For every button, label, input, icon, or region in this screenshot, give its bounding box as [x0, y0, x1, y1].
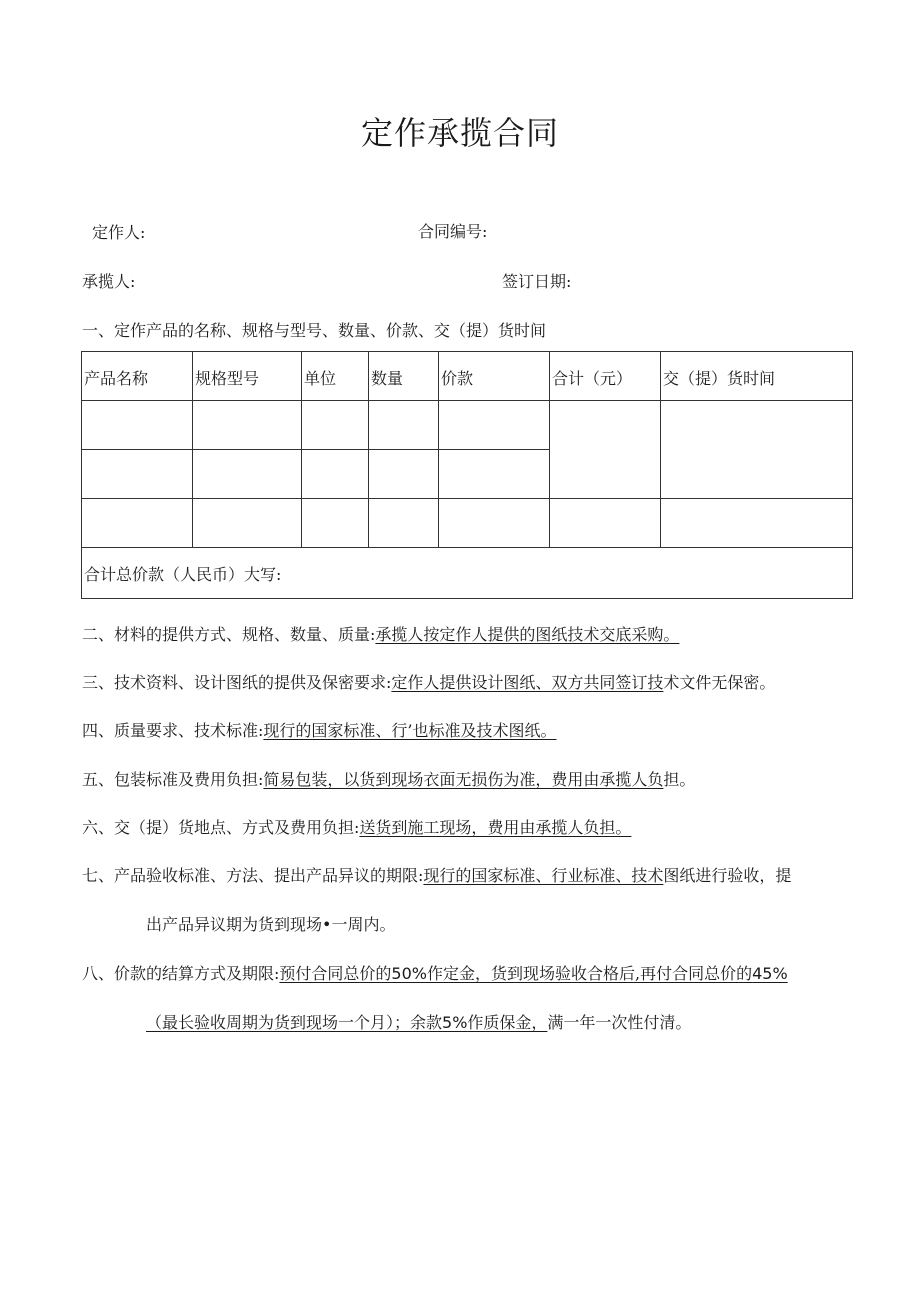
clause-8-line2-value: [146, 1013, 547, 1032]
table-cell[interactable]: [369, 450, 439, 499]
clause-4: [82, 718, 557, 741]
page-title: 定作承揽合同: [360, 114, 559, 152]
clause-8-label: 八、价款的结算方式及期限:: [82, 964, 280, 983]
clause-5-label: 五、包装标准及费用负担:: [82, 770, 264, 789]
clause-8-text-d: 作质保金，: [467, 1013, 548, 1032]
table-cell[interactable]: [661, 401, 853, 499]
clause-5-value-rest: 担。: [663, 770, 696, 789]
table-cell[interactable]: [193, 401, 302, 450]
orderer-label: 定作人:: [92, 223, 146, 242]
table-cell[interactable]: [302, 450, 369, 499]
clause-8-text-a: 预付合同总价的: [279, 964, 392, 983]
contractor-label: 承揽人:: [82, 272, 136, 291]
clause-6-label: 六、交（提）货地点、方式及费用负担:: [82, 818, 360, 837]
clause-3-value-rest: 术文件无保密。: [663, 673, 776, 692]
table-cell[interactable]: [661, 499, 853, 548]
table-cell[interactable]: [82, 499, 193, 548]
clause-8-pct-warranty: 5%: [442, 1013, 468, 1032]
clause-6: [82, 815, 631, 838]
clause-8-text-b: 作定金，货到现场验收合格后,再付合同总价的: [426, 964, 753, 983]
clause-8-pct-second: 45%: [752, 964, 788, 983]
column-header: 价款: [439, 352, 550, 401]
clause-3: [82, 670, 775, 693]
table-header-row: [82, 352, 853, 401]
goods-table: [81, 351, 853, 599]
column-header: 产品名称: [82, 352, 193, 401]
clause-3-value: 定作人提供设计图纸、双方共同签订技: [391, 673, 664, 692]
clause-4-label: 四、质量要求、技术标准:: [82, 721, 264, 740]
table-cell[interactable]: [439, 401, 550, 450]
clause-4-value: 现行的国家标准、行’也标准及技术图纸。: [263, 721, 557, 740]
total-label: 合计总价款（人民币）大写:: [82, 548, 853, 599]
clause-8-text-c: （最长验收周期为货到现场一个月）；余款: [146, 1013, 443, 1032]
column-header: 合计（元）: [550, 352, 661, 401]
clause-7: [82, 863, 791, 886]
clause-8-line2-rest: 满一年一次性付清。: [547, 1013, 692, 1032]
clause-7-value: 现行的国家标准、行业标准、技术: [423, 866, 664, 885]
clause-7-line2: 出产品异议期为货到现场•一周内。: [146, 915, 396, 934]
clause-5-value: 简易包装，以货到现场衣面无损伤为准，费用由承揽人负: [263, 770, 664, 789]
table-cell[interactable]: [302, 499, 369, 548]
table-cell[interactable]: [439, 450, 550, 499]
column-header: 规格型号: [193, 352, 302, 401]
table-cell[interactable]: [82, 450, 193, 499]
table-cell[interactable]: [439, 499, 550, 548]
clause-8-value: [279, 964, 787, 983]
table-cell[interactable]: [193, 450, 302, 499]
section1-heading: 一、定作产品的名称、规格与型号、数量、价款、交（提）货时间: [82, 321, 547, 340]
clause-8-pct-deposit: 50%: [391, 964, 427, 983]
table-cell[interactable]: [369, 499, 439, 548]
sign-date-label: 签订日期:: [502, 272, 572, 291]
clause-2: [82, 622, 679, 645]
table-cell[interactable]: [550, 401, 661, 499]
table-cell[interactable]: [82, 401, 193, 450]
table-cell[interactable]: [193, 499, 302, 548]
clause-3-label: 三、技术资料、设计图纸的提供及保密要求:: [82, 673, 392, 692]
contract-no-label: 合同编号:: [418, 222, 488, 241]
table-cell[interactable]: [550, 499, 661, 548]
column-header: 交（提）货时间: [661, 352, 853, 401]
table-row: [82, 401, 853, 450]
clause-2-value: 承揽人按定作人提供的图纸技术交底采购。: [375, 625, 680, 644]
clause-7-value-rest: 图纸进行验收，提: [663, 866, 792, 885]
clause-8-line2: [146, 1010, 691, 1033]
table-cell[interactable]: [369, 401, 439, 450]
table-cell[interactable]: [302, 401, 369, 450]
column-header: 数量: [369, 352, 439, 401]
table-row: [82, 499, 853, 548]
clause-5: [82, 767, 695, 790]
clause-2-label: 二、材料的提供方式、规格、数量、质量:: [82, 625, 376, 644]
total-row: [82, 548, 853, 599]
clause-7-label: 七、产品验收标准、方法、提出产品异议的期限:: [82, 866, 424, 885]
clause-8: [82, 961, 788, 984]
column-header: 单位: [302, 352, 369, 401]
clause-6-value: 送货到施工现场，费用由承揽人负担。: [359, 818, 632, 837]
